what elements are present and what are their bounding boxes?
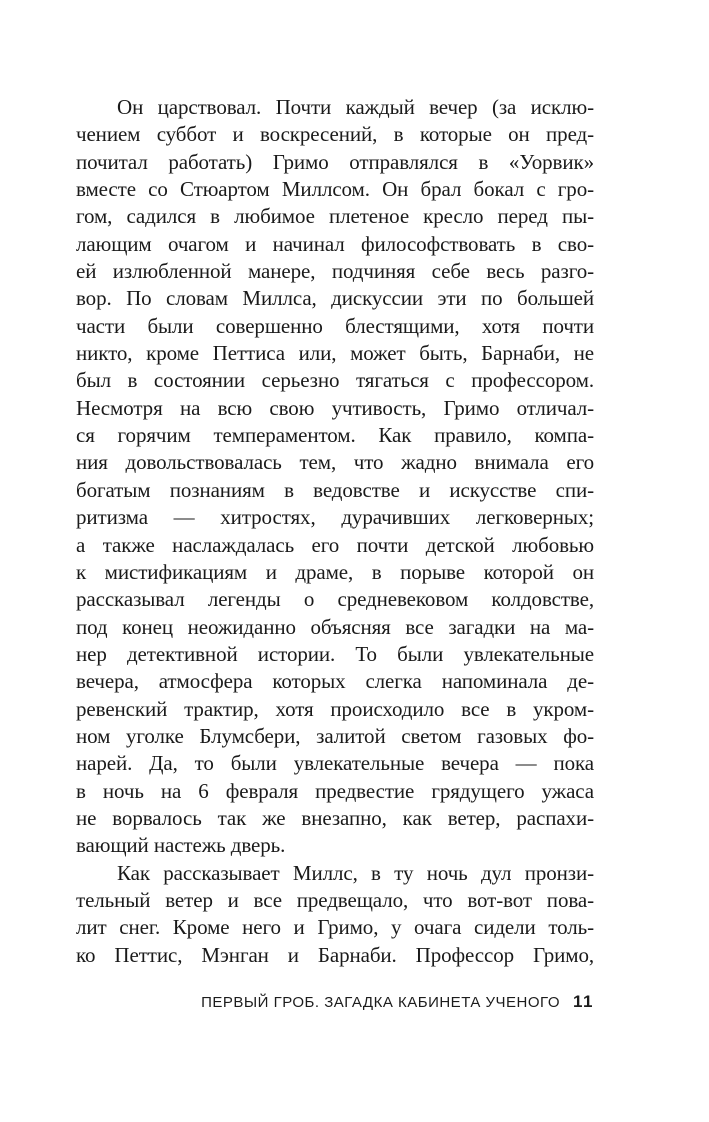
page-footer <box>76 992 594 1012</box>
text-line: части были совершенно блестящими, хотя почти <box>76 313 594 338</box>
text-line: нер детективной истории. То были увлекательные <box>76 641 594 666</box>
text-line: ритизма — хитростях, дурачивших легковерных; <box>76 505 594 530</box>
text-line: ко Петтис, Мэнган и Барнаби. Профессор Гримо, <box>76 942 594 967</box>
page-text-body <box>76 94 594 969</box>
text-line: к мистификациям и драме, в порыве которой он <box>76 559 594 584</box>
text-line: ния довольствовалась тем, что жадно внимала его <box>76 450 594 475</box>
text-line: вместе со Стюартом Миллсом. Он брал бокал с гро- <box>76 177 594 202</box>
text-line: никто, кроме Петтиса или, может быть, Барнаби, не <box>76 341 594 366</box>
text-line: вающий настежь дверь. <box>76 833 286 858</box>
text-line: Как рассказывает Миллс, в ту ночь дул пронзи- <box>117 860 594 885</box>
text-line: а также наслаждалась его почти детской любовью <box>76 532 594 557</box>
text-line: почитал работать) Гримо отправлялся в «Уорвик» <box>76 149 594 174</box>
text-line: Несмотря на всю свою учтивость, Гримо отличал- <box>76 395 594 420</box>
text-line: ном уголке Блумсбери, залитой светом газовых фо- <box>76 723 594 748</box>
text-line: вор. По словам Миллса, дискуссии эти по большей <box>76 286 594 311</box>
running-title: ПЕРВЫЙ ГРОБ. ЗАГАДКА КАБИНЕТА УЧЕНОГО <box>201 994 561 1011</box>
text-line: Он царствовал. Почти каждый вечер (за исклю- <box>117 95 594 119</box>
text-line: тельный ветер и все предвещало, что вот-вот пова- <box>76 887 594 912</box>
text-line: под конец неожиданно объясняя все загадки на ма- <box>76 614 594 639</box>
text-line: не ворвалось так же внезапно, как ветер, распахи- <box>76 805 594 830</box>
text-line: гом, садился в любимое плетеное кресло перед пы- <box>76 204 594 229</box>
text-line: богатым познаниям в ведовстве и искусстве спи- <box>76 477 594 502</box>
text-line: в ночь на 6 февраля предвестие грядущего ужаса <box>76 778 594 803</box>
text-line: вечера, атмосфера которых слегка напоминала де- <box>76 669 594 694</box>
text-line: рассказывал легенды о средневековом колдовстве, <box>76 587 594 612</box>
text-line: нарей. Да, то были увлекательные вечера — пока <box>76 751 594 776</box>
text-line: был в состоянии серьезно тягаться с профессором. <box>76 368 594 393</box>
text-line: чением суббот и воскресений, в которые он пред- <box>76 122 594 147</box>
text-line: лающим очагом и начинал философствовать в сво- <box>76 231 594 256</box>
text-line: ся горячим темпераментом. Как правило, компа- <box>76 423 594 448</box>
text-line: лит снег. Кроме него и Гримо, у очага сидели толь- <box>76 915 594 940</box>
page-number: 11 <box>573 992 594 1011</box>
text-line: ей излюбленной манере, подчиняя себе весь разго- <box>76 259 594 284</box>
text-line: ревенский трактир, хотя происходило все в укром- <box>76 696 594 721</box>
